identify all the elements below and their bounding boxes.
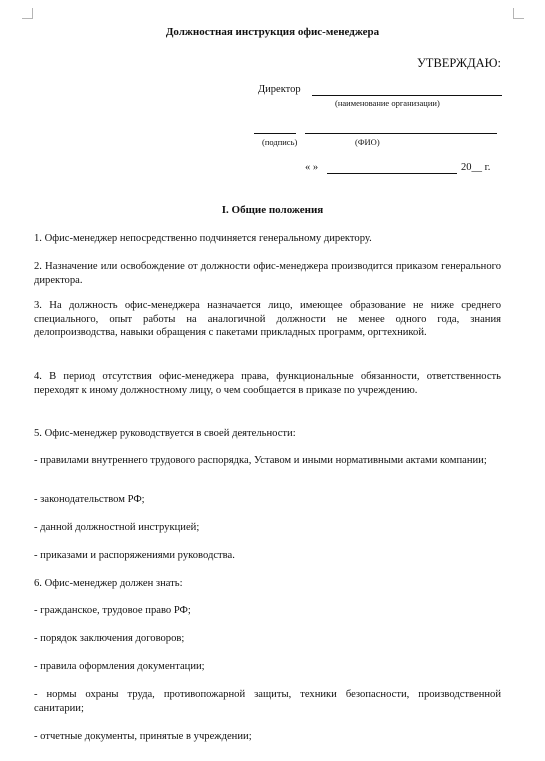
organization-hint: (наименование организации) xyxy=(335,98,440,108)
signature-line xyxy=(254,133,296,134)
signature-hint: (подпись) xyxy=(262,137,298,147)
paragraph: 6. Офис-менеджер должен знать: xyxy=(34,578,183,589)
list-item: - законодательством РФ; xyxy=(34,494,145,505)
list-item: - порядок заключения договоров; xyxy=(34,633,185,644)
paragraph: 5. Офис-менеджер руководствуется в своей деятельности: xyxy=(34,428,296,439)
list-item: - нормы охраны труда, противопожарной защиты, техники безопасности, производственной санитарии; xyxy=(34,689,501,714)
paragraph: 4. В период отсутствия офис-менеджера права, функциональные обязанности, ответственность переходят к иному должностному лицу, о чем сообщается в приказе по учреждению. xyxy=(34,371,501,396)
document-title: Должностная инструкция офис-менеджера xyxy=(165,26,380,38)
fio-hint: (ФИО) xyxy=(355,137,380,147)
approve-label: УТВЕРЖДАЮ: xyxy=(416,56,501,70)
list-item: - правила оформления документации; xyxy=(34,661,205,672)
organization-line xyxy=(312,95,502,96)
list-item: - данной должностной инструкцией; xyxy=(34,522,200,533)
paragraph: 2. Назначение или освобождение от должности офис-менеджера производится приказом генерального директора. xyxy=(34,261,501,286)
paragraph: 3. На должность офис-менеджера назначается лицо, имеющее образование не ниже среднего специального, опыт работы на аналогичной должности не менее одного года, знания делопроизводства, навыки обращения с пакетами прикладных программ, оргтехникой. xyxy=(34,300,501,338)
paragraph: 1. Офис-менеджер непосредственно подчиняется генеральному директору. xyxy=(34,233,372,244)
date-quotes: « » xyxy=(305,162,319,173)
margin-corner-mark xyxy=(513,8,524,19)
director-label: Директор xyxy=(258,84,301,95)
list-item: - гражданское, трудовое право РФ; xyxy=(34,605,191,616)
fio-line xyxy=(305,133,497,134)
margin-corner-mark xyxy=(22,8,33,19)
date-line xyxy=(327,173,457,174)
list-item: - правилами внутреннего трудового распорядка, Уставом и иными нормативными актами компании; xyxy=(34,455,487,466)
list-item: - отчетные документы, принятые в учреждении; xyxy=(34,731,252,742)
section-heading: I. Общие положения xyxy=(221,204,324,216)
list-item: - приказами и распоряжениями руководства. xyxy=(34,550,235,561)
date-year: 20__ г. xyxy=(461,162,491,173)
